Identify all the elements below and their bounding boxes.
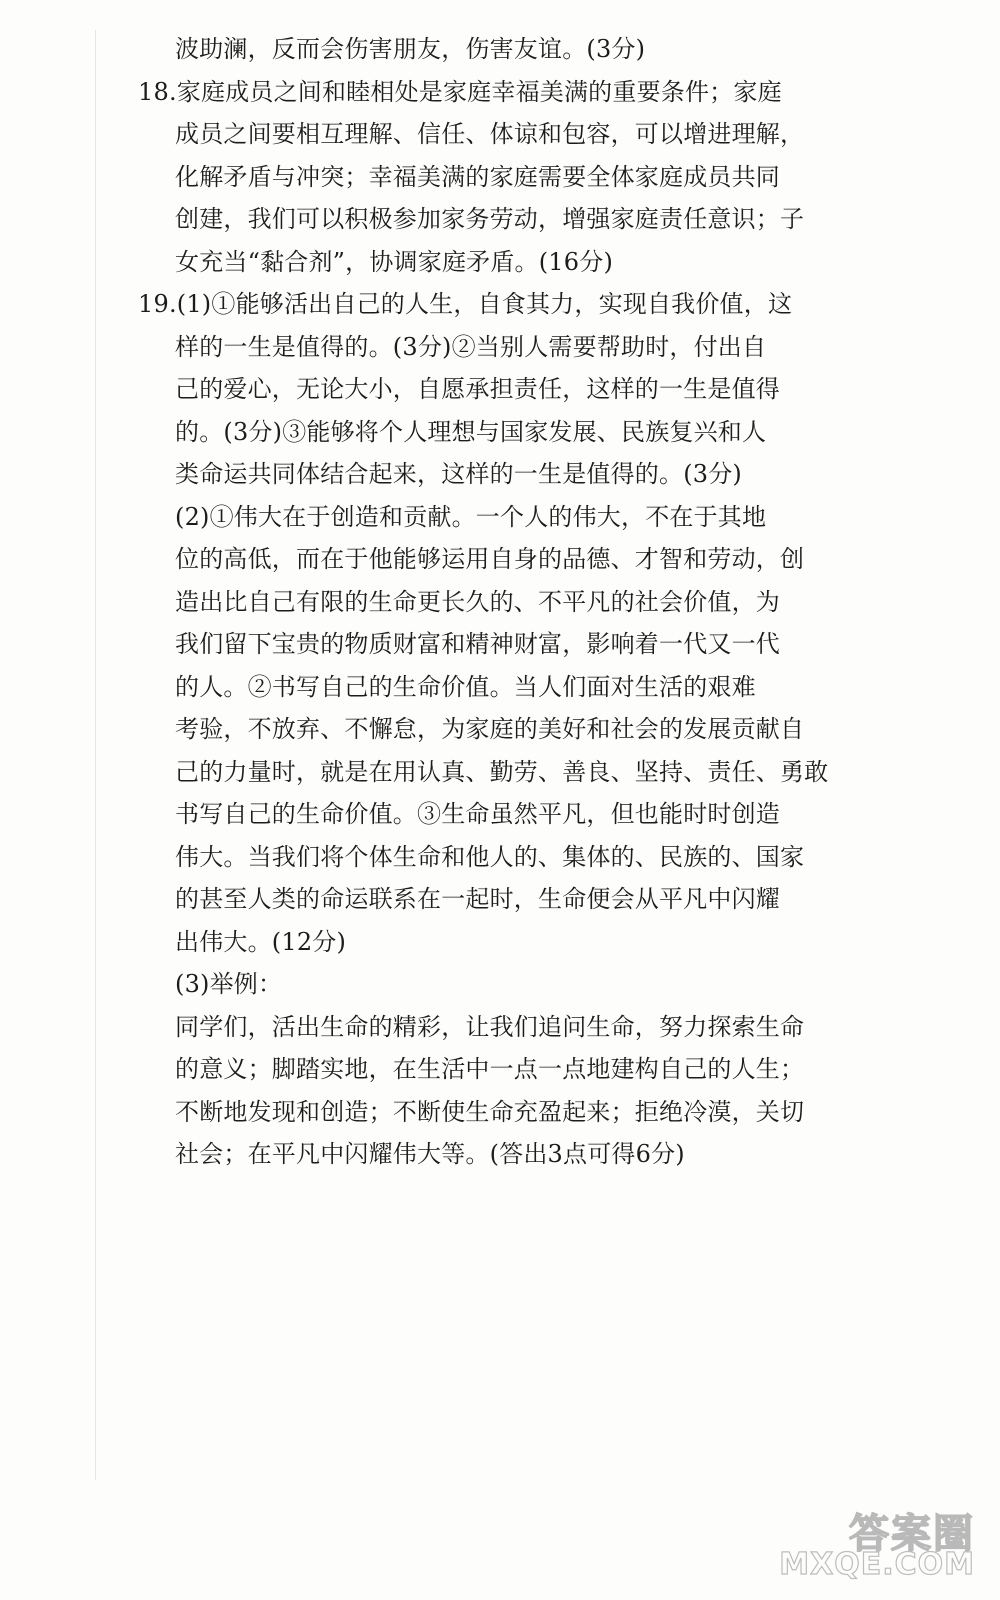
answer-text — [138, 28, 829, 1176]
text-line: 的甚至人类的命运联系在一起时，生命便会从平凡中闪耀 — [175, 885, 780, 913]
answer-19-line: 19.(1)①能够活出自己的人生，自食其力，实现自我价值，这 — [138, 290, 793, 318]
text-line: 不断地发现和创造；不断使生命充盈起来；拒绝冷漠，关切 — [175, 1097, 805, 1126]
text-line: 考验，不放弃、不懈怠，为家庭的美好和社会的发展贡献自 — [175, 715, 805, 743]
answer-18-line: 18.家庭成员之间和睦相处是家庭幸福美满的重要条件；家庭 — [138, 77, 782, 106]
text-line: 的。(3分)③能够将个人理想与国家发展、民族复兴和人 — [175, 417, 767, 446]
text-line: 己的力量时，就是在用认真、勤劳、善良、坚持、责任、勇敢 — [175, 757, 829, 786]
text-line: 社会；在平凡中闪耀伟大等。(答出3点可得6分) — [175, 1140, 685, 1168]
text-line: 己的爱心，无论大小，自愿承担责任，这样的一生是值得 — [175, 375, 780, 403]
text-line: 伟大。当我们将个体生命和他人的、集体的、民族的、国家 — [175, 842, 805, 871]
sub-answer-2-line: (2)①伟大在于创造和贡献。一个人的伟大，不在于其地 — [175, 502, 767, 531]
text-line: 书写自己的生命价值。③生命虽然平凡，但也能时时创造 — [175, 800, 780, 828]
text-line: 我们留下宝贵的物质财富和精神财富，影响着一代又一代 — [175, 630, 780, 658]
text-line: 造出比自己有限的生命更长久的、不平凡的社会价值，为 — [175, 587, 780, 616]
text-line: 同学们，活出生命的精彩，让我们追问生命，努力探索生命 — [175, 1012, 805, 1041]
text-line: 的意义；脚踏实地，在生活中一点一点地建构自己的人生； — [175, 1055, 805, 1083]
text-line: 波助澜，反而会伤害朋友，伤害友谊。(3分) — [175, 35, 646, 63]
text-line: 化解矛盾与冲突；幸福美满的家庭需要全体家庭成员共同 — [175, 162, 780, 191]
text-line: 样的一生是值得的。(3分)②当别人需要帮助时，付出自 — [175, 332, 767, 361]
text-line: 位的高低，而在于他能够运用自身的品德、才智和劳动，创 — [175, 545, 805, 573]
text-line: 创建，我们可以积极参加家务劳动，增强家庭责任意识；子 — [175, 205, 805, 233]
text-line: 出伟大。(12分) — [175, 927, 347, 956]
watermark-logo — [775, 1502, 975, 1582]
margin-rule — [95, 30, 96, 1480]
text-line: 成员之间要相互理解、信任、体谅和包容，可以增进理解， — [175, 120, 805, 148]
sub-answer-3-line: (3)举例： — [175, 970, 283, 998]
text-line: 女充当“黏合剂”，协调家庭矛盾。(16分) — [175, 247, 614, 276]
watermark-url: MXQE.COM — [779, 1547, 975, 1582]
text-line: 类命运共同体结合起来，这样的一生是值得的。(3分) — [175, 460, 742, 488]
watermark-brand: 答案圈 — [849, 1511, 975, 1557]
text-line: 的人。②书写自己的生命价值。当人们面对生活的艰难 — [175, 672, 756, 701]
